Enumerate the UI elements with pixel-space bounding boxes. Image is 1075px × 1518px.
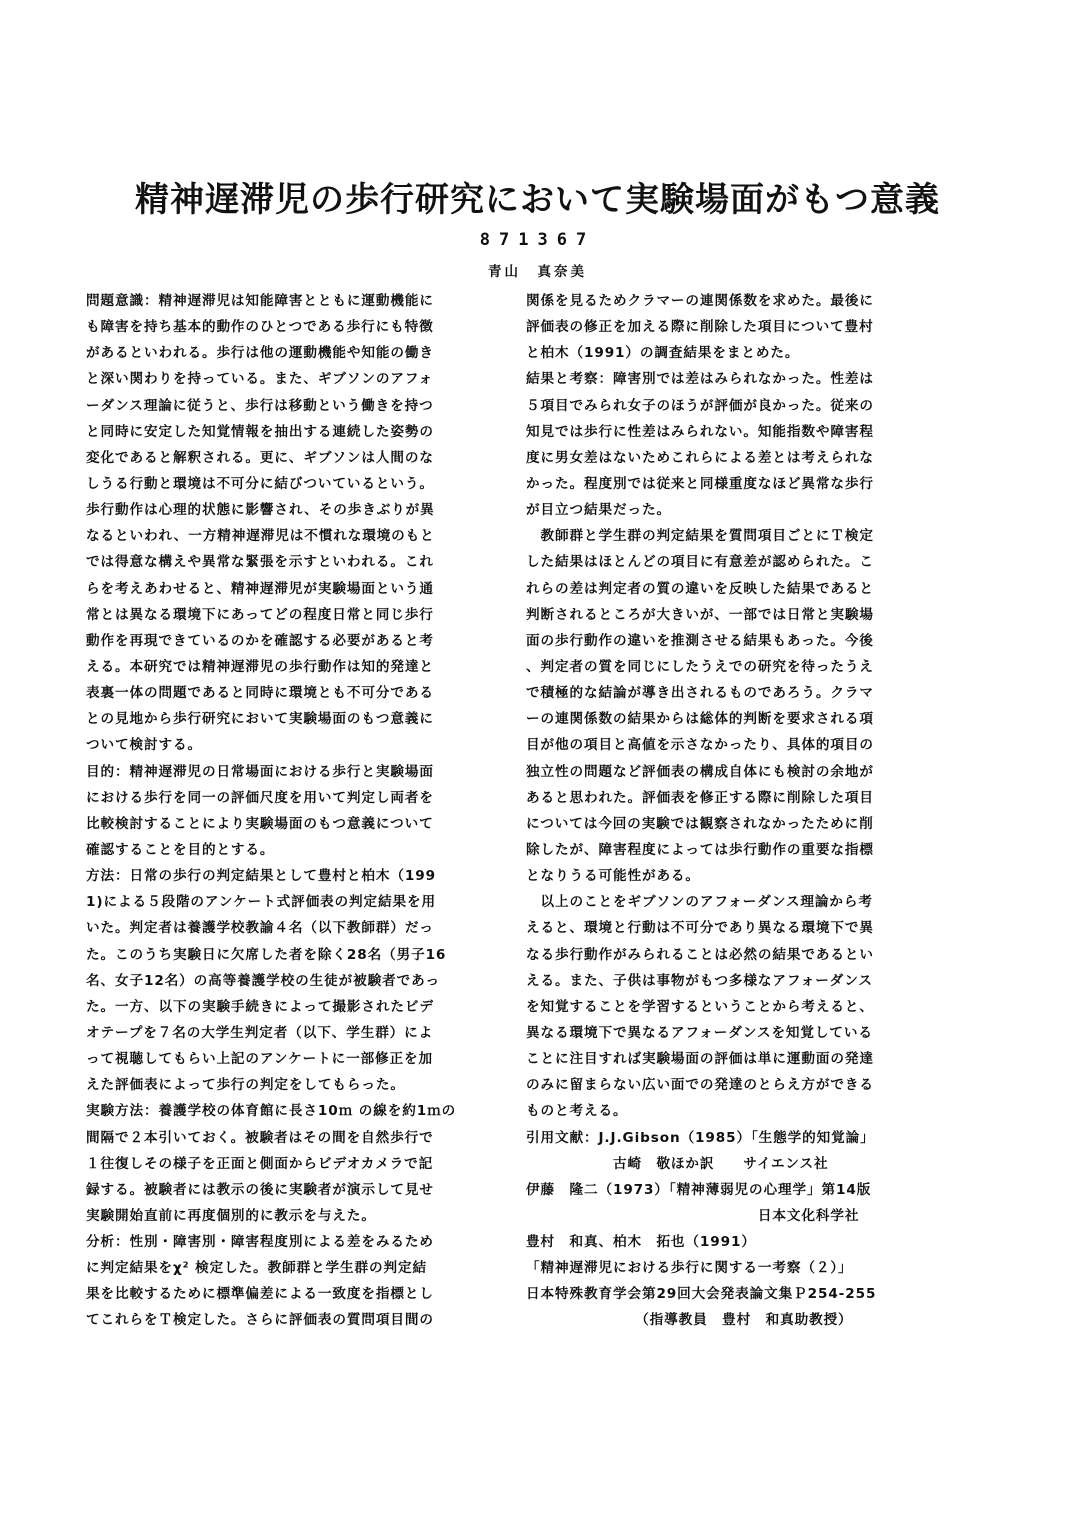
text-line: って視聴してもらい上記のアンケートに一部修正を加 [86, 1051, 434, 1068]
text-line: 古崎 敬ほか訳 サイエンス社 [526, 1155, 829, 1172]
text-line: 関係を見るためクラマーの連関係数を求めた。最後に [526, 293, 874, 309]
text-line: 教師群と学生群の判定結果を質問項目ごとにＴ検定 [526, 528, 874, 545]
text-line: があるといわれる。歩行は他の運動機能や知能の働き [86, 345, 434, 362]
text-line: 独立性の問題など評価表の構成自体にも検討の余地が [526, 763, 874, 780]
text-line: 度に男女差はないためこれらによる差とは考えられな [526, 449, 874, 466]
text-line: 目が他の項目と高値を示さなかったり、具体的項目の [526, 737, 874, 754]
text-line: 録する。被験者には教示の後に実験者が演示して見せ [86, 1181, 434, 1198]
text-line: のみに留まらない広い面での発達のとらえ方ができる [526, 1077, 874, 1094]
text-line: と柏木（1991）の調査結果をまとめた。 [526, 345, 800, 362]
text-line: 名、女子12名）の高等養護学校の生徒が被験者であっ [86, 972, 440, 989]
text-line: ことに注目すれば実験場面の評価は単に運動面の発達 [526, 1051, 874, 1068]
text-line: らを考えあわせると、精神遅滞児が実験場面という通 [86, 580, 434, 597]
text-line: 日本特殊教育学会第29回大会発表論文集Ｐ254-255 [526, 1286, 877, 1303]
text-line: いた。判定者は養護学校教諭４名（以下教師群）だっ [86, 920, 434, 937]
text-line: １往復しその様子を正面と側面からビデオカメラで記 [86, 1155, 434, 1172]
text-line: 分析：性別・障害別・障害程度別による差をみるため [86, 1234, 434, 1251]
text-line: （指導教員 豊村 和真助教授） [526, 1312, 853, 1329]
text-line: 果を比較するために標準偏差による一致度を指標とし [86, 1286, 434, 1303]
text-line: える。また、子供は事物がもつ多様なアフォーダンス [526, 972, 873, 989]
text-line: れらの差は判定者の質の違いを反映した結果であると [526, 580, 874, 597]
text-line: と同時に安定した知覚情報を抽出する連続した姿勢の [86, 423, 434, 440]
text-line: 面の歩行動作の違いを推測させる結果もあった。今後 [526, 632, 874, 649]
text-line: える。本研究では精神遅滞児の歩行動作は知的発達と [86, 658, 434, 675]
text-line: 結果と考察：障害別では差はみられなかった。性差は [526, 371, 874, 388]
text-line: た。一方、以下の実験手続きによって撮影されたビデ [86, 998, 434, 1015]
text-line: 知見では歩行に性差はみられない。知能指数や障害程 [526, 423, 874, 440]
text-line: 表裏一体の問題であると同時に環境とも不可分である [86, 685, 434, 702]
text-line: てこれらをＴ検定した。さらに評価表の質問項目間の [86, 1312, 434, 1329]
text-line: ーダンス理論に従うと、歩行は移動という働きを持つ [86, 397, 434, 414]
text-line: 引用文献：J.J.Gibson（1985）「生態学的知覚論」 [526, 1129, 875, 1146]
text-line: 伊藤 隆二（1973）「精神薄弱児の心理学」第14版 [526, 1181, 872, 1198]
text-line: 異なる環境下で異なるアフォーダンスを知覚している [526, 1024, 873, 1041]
text-line: と深い関わりを持っている。また、ギブソンのアフォ [86, 371, 434, 388]
text-line: 豊村 和真、柏木 拓也（1991） [526, 1234, 756, 1251]
text-line: ついて検討する。 [86, 737, 202, 754]
text-line: における歩行を同一の評価尺度を用いて判定し両者を [86, 789, 434, 806]
text-line: なる歩行動作がみられることは必然の結果であるとい [526, 946, 874, 963]
text-line: 変化であると解釈される。更に、ギブソンは人間のな [86, 449, 434, 466]
text-line: しうる行動と環境は不可分に結びついているという。 [86, 475, 434, 492]
text-line: 実験開始直前に再度個別的に教示を与えた。 [86, 1207, 376, 1224]
text-line: については今回の実験では観察されなかったために削 [526, 815, 874, 832]
text-line: で積極的な結論が導き出されるものであろう。クラマ [526, 685, 874, 702]
text-line: オテープを７名の大学生判定者（以下、学生群）によ [86, 1024, 434, 1041]
text-line: した結果はほとんどの項目に有意差が認められた。こ [526, 554, 874, 571]
text-line: では得意な構えや異常な緊張を示すといわれる。これ [86, 554, 434, 571]
paper-title: 精神遅滞児の歩行研究において実験場面がもつ意義 [135, 180, 940, 220]
text-line: 判断されるところが大きいが、一部では日常と実験場 [526, 606, 874, 623]
text-line: 評価表の修正を加える際に削除した項目について豊村 [526, 319, 874, 336]
text-line: 1)による５段階のアンケート式評価表の判定結果を用 [86, 894, 437, 911]
text-line: 「精神遅滞児における歩行に関する一考察（２）」 [526, 1260, 853, 1277]
text-line: 目的：精神遅滞児の日常場面における歩行と実験場面 [86, 763, 434, 780]
text-line: との見地から歩行研究において実験場面のもつ意義に [86, 711, 434, 728]
text-line: ものと考える。 [526, 1103, 628, 1120]
text-line: 除したが、障害程度によっては歩行動作の重要な指標 [526, 841, 874, 858]
text-line: 間隔で２本引いておく。被験者はその間を自然歩行で [86, 1129, 434, 1146]
left-column [86, 288, 498, 1334]
text-line: 確認することを目的とする。 [86, 841, 275, 858]
text-line: も障害を持ち基本的動作のひとつである歩行にも特徴 [86, 319, 434, 336]
right-column [526, 288, 938, 1334]
text-line: 問題意識：精神遅滞児は知能障害とともに運動機能に [86, 293, 434, 309]
text-line: ５項目でみられ女子のほうが評価が良かった。従来の [526, 397, 874, 414]
text-line: ーの連関係数の結果からは総体的判断を要求される項 [526, 711, 874, 728]
text-line: 実験方法：養護学校の体育館に長さ10ｍ の線を約1ｍの [86, 1103, 457, 1120]
text-line: が目立つ結果だった。 [526, 502, 671, 519]
text-line: かった。程度別では従来と同様重度なほど異常な歩行 [526, 475, 874, 492]
text-line: えると、環境と行動は不可分であり異なる環境下で異 [526, 920, 874, 937]
text-line: 常とは異なる環境下にあってどの程度日常と同じ歩行 [86, 606, 434, 623]
text-line: なるといわれ、一方精神遅滞児は不慣れな環境のもと [86, 528, 435, 545]
text-line: 動作を再現できているのかを確認する必要があると考 [86, 632, 434, 649]
text-line: 、判定者の質を同じにしたうえでの研究を待ったうえ [526, 658, 874, 675]
text-line: た。このうち実験日に欠席した者を除く28名（男子16 [86, 946, 447, 963]
text-line: 方法：日常の歩行の判定結果として豊村と柏木（199 [86, 868, 436, 885]
text-line: 比較検討することにより実験場面のもつ意義について [86, 815, 434, 832]
text-line: あると思われた。評価表を修正する際に削除した項目 [526, 789, 874, 806]
text-line: を知覚することを学習するということから考えると、 [526, 998, 874, 1015]
text-line: となりうる可能性がある。 [526, 868, 700, 885]
student-id: 871367 [479, 230, 596, 250]
text-line: 日本文化科学社 [526, 1207, 860, 1224]
text-line: 歩行動作は心理的状態に影響され、その歩きぶりが異 [86, 502, 435, 519]
text-line: に判定結果をχ² 検定した。教師群と学生群の判定結 [86, 1260, 428, 1277]
author-name: 青山 真奈美 [488, 264, 587, 280]
text-line: 以上のことをギブソンのアフォーダンス理論から考 [526, 894, 873, 911]
text-line: えた評価表によって歩行の判定をしてもらった。 [86, 1077, 405, 1094]
